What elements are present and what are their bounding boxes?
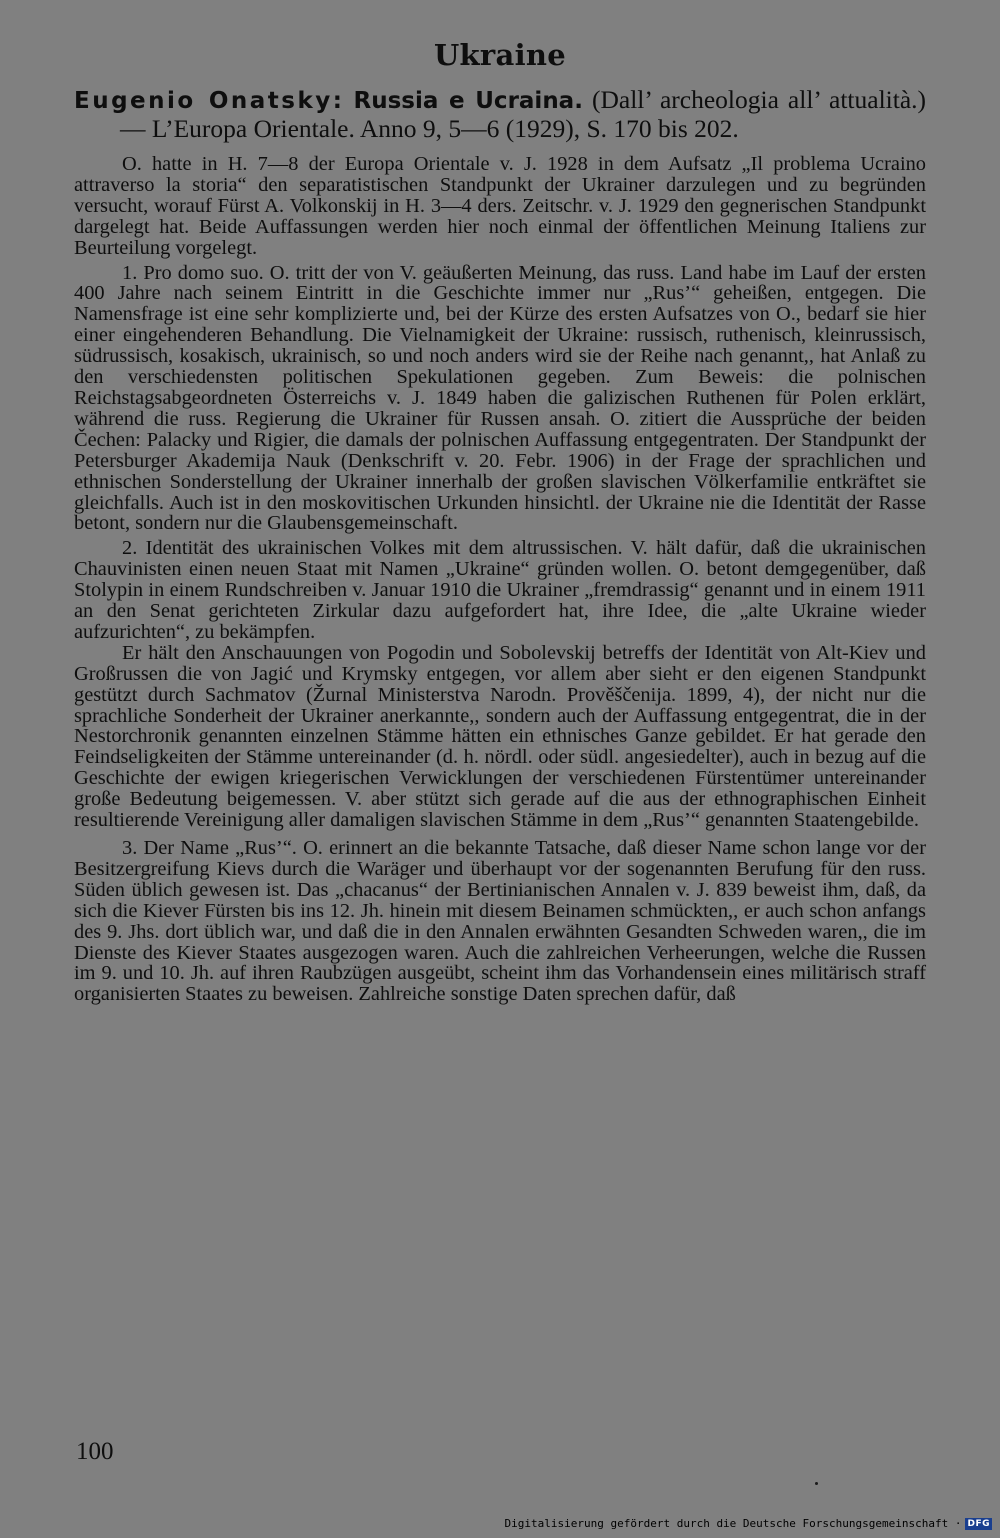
- paragraph-section-2: 2. Identität des ukrainischen Volkes mit dem altrussischen. V. hält dafür, daß die ukrainischen Chauvinisten einen neuen Staat mit Namen „Ukraine“ gründen wollen. O. betont demgegenüber, daß Stolypin in einem Rundschreiben v. Januar 1910 die Ukrainer „fremdrassig“ genannt und in einem 1911 an den Senat gerichteten Zirkular dazu aufgefordert hat, ihre Idee, die „alte Ukraine wieder aufzurichten“, zu bekämpfen.: [74, 537, 926, 643]
- dfg-logo-icon: DFG: [967, 1518, 990, 1529]
- citation-author: Eugenio Onatsky:: [74, 88, 345, 114]
- page-title: Ukraine: [433, 38, 567, 72]
- scan-speck: [815, 1482, 818, 1485]
- paragraph-section-1: 1. Pro domo suo. O. tritt der von V. geäußerten Meinung, das russ. Land habe im Lauf der ersten 400 Jahre nach seinem Eintritt in die Geschichte immer nur „Rus’“ geheißen, entgegen. Die Namensfrage ist eine sehr komplizierte und, bei der Kürze des ersten Aufsatzes von O., bedarf sie hier einer eingehenderen Behandlung. Die Vielnamigkeit der Ukraine: russisch, ruthenisch, kleinrussisch, südrussisch, kosakisch, ukrainisch, so und noch anders wird sie der Reihe nach genannt,, hat Anlaß zu den verschiedensten politischen Spekulationen gegeben. Zum Beweis: die polnischen Reichstagsabgeordneten Österreichs v. J. 1849 haben die galizischen Ruthenen für Polen erklärt, während die russ. Regierung die Ukrainer für Russen ansah. O. zitiert die Aussprüche der beiden Čechen: Palacky und Rigier, die damals der polnischen Auffassung entgegentraten. Der Standpunkt der Petersburger Akademija Nauk (Denkschrift v. 20. Febr. 1906) in der Frage der sprachlichen und ethnischen Sonderstellung der Ukrainer innerhalb der großen slavischen Völkerfamilie entkräftet sie gleichfalls. Auch ist in den moskovitischen Urkunden hinsichtl. der Ukraine nie die Identität der Rasse betont, sondern nur die Glaubensgemeinschaft.: [74, 261, 926, 535]
- document-page: [74, 38, 926, 1009]
- footer-credit-text: Digitalisierung gefördert durch die Deutsche Forschungsgemeinschaft ·: [504, 1517, 962, 1530]
- citation-details: (Dall’ archeologia all’ attualità.) — L’Europa Orientale. Anno 9, 5—6 (1929), S. 170 bis 202.: [120, 85, 927, 143]
- digitization-footer: [505, 1517, 992, 1530]
- paragraph-section-3: 3. Der Name „Rus’“. O. erinnert an die bekannte Tatsache, daß dieser Name schon lange vor der Besitzergreifung Kievs durch die Waräger und überhaupt vor der sogenannten Berufung für den russ. Süden üblich gewesen ist. Das „chacanus“ der Bertinianischen Annalen v. J. 839 beweist ihm, daß, da sich die Kiever Fürsten bis ins 12. Jh. hinein mit diesem Beinamen schmückten,, er auch schon anfangs des 9. Jhs. dort üblich war, und daß die in den Annalen erwähnten Gesandten Schweden waren,, die im Dienste des Kiever Staates ausgezogen waren. Auch die zahlreichen Verheerungen, welche die Russen im 9. und 10. Jh. auf ihren Raubzügen ausgeübt, scheint ihm das Vorhandensein eines militärisch straff organisierten Staates zu beweisen. Zahlreiche sonstige Daten sprechen dafür, daß: [74, 837, 926, 1006]
- bibliographic-citation: [74, 86, 926, 143]
- page-number: 100: [76, 1438, 114, 1465]
- paragraph-section-2-continued: Er hält den Anschauungen von Pogodin und Sobolevskij betreffs der Identität von Alt-Kiev und Großrussen die von Jagić und Krymsky entgegen, vor allem aber sieht er den eigenen Standpunkt gestützt durch Sachmatov (Žurnal Ministerstva Narodn. Prověščenija. 1899, 4), der nicht nur die sprachliche Sonderheit der Ukrainer anerkannte,, sondern auch der Auffassung entgegentrat, die in der Nestorchronik genannten einzelnen Stämme hätten ein ethnisches Ganze gebildet. Er hat gerade den Feindseligkeiten der Stämme untereinander (d. h. nördl. oder südl. angesiedelter), auch in bezug auf die Geschichte der ewigen kriegerischen Verwicklungen der verschiedenen Fürstentümer untereinander große Bedeutung beigemessen. V. aber stützt sich gerade auf die aus der ethnographischen Einheit resultierende Vereinigung aller damaligen slavischen Stämme in dem „Rus’“ genannten Staatengebilde.: [74, 641, 926, 832]
- paragraph-intro: O. hatte in H. 7—8 der Europa Orientale v. J. 1928 in dem Aufsatz „Il problema Ucraino attraverso la storia“ den separatistischen Standpunkt der Ukrainer darzulegen und zu begründen versucht, worauf Fürst A. Volkonskij in H. 3—4 ders. Zeitschr. v. J. 1929 den gegnerischen Standpunkt dargelegt hat. Beide Auffassungen werden hier noch einmal der öffentlichen Meinung Italiens zur Beurteilung vorgelegt.: [74, 153, 926, 259]
- review-body: [74, 154, 926, 1005]
- citation-work-title: Russia e Ucraina.: [353, 88, 583, 114]
